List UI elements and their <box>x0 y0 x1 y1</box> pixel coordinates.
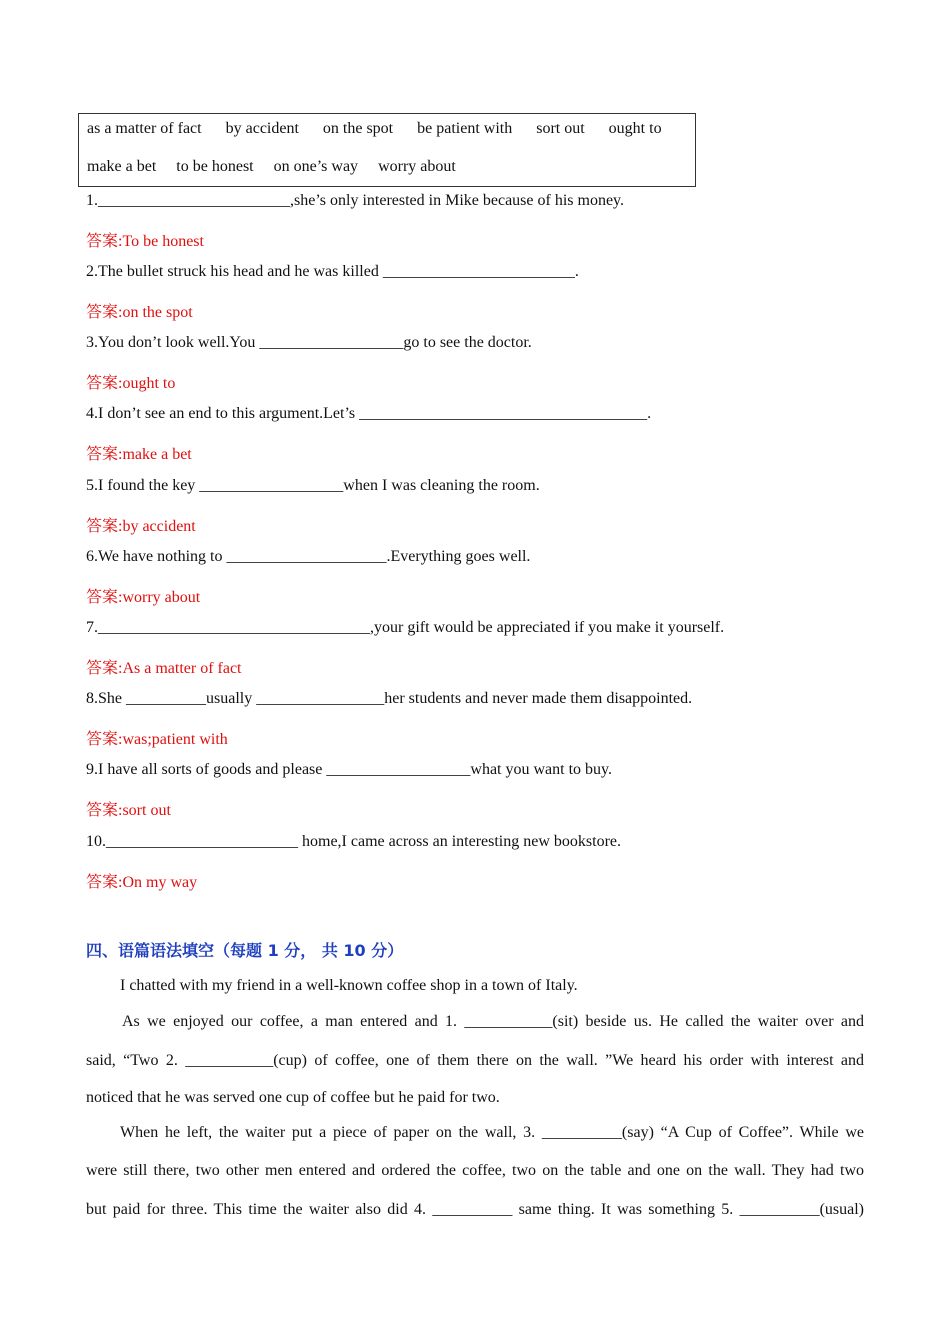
word-bank-phrase: to be honest <box>176 158 254 175</box>
passage-line-7: but paid for three. This time the waiter also did 4. __________ same thing. It was something 5. __________(usual) <box>86 1201 864 1218</box>
word-bank-box <box>78 113 696 187</box>
passage-line-1: I chatted with my friend in a well-known coffee shop in a town of Italy. <box>120 977 578 994</box>
answer-1: 答案:To be honest <box>86 233 204 250</box>
word-bank-phrase: as a matter of fact <box>87 120 202 137</box>
passage-line-5: When he left, the waiter put a piece of paper on the wall, 3. __________(say) “A Cup of Coffee”. While we <box>120 1124 864 1141</box>
word-bank-phrase: sort out <box>536 120 585 137</box>
answer-7: 答案:As a matter of fact <box>86 660 242 677</box>
answer-10: 答案:On my way <box>86 874 198 891</box>
word-bank-row-2 <box>87 158 476 176</box>
question-5: 5.I found the key __________________when I was cleaning the room. <box>86 477 540 494</box>
word-bank-phrase: on one’s way <box>273 158 359 175</box>
question-3: 3.You don’t look well.You __________________go to see the doctor. <box>86 334 532 351</box>
word-bank-phrase: on the spot <box>322 120 394 137</box>
answer-6: 答案:worry about <box>86 589 201 606</box>
answer-2: 答案:on the spot <box>86 304 193 321</box>
answer-3: 答案:ought to <box>86 375 176 392</box>
question-7: 7.__________________________________,your gift would be appreciated if you make it yourself. <box>86 619 725 636</box>
word-bank-phrase: be patient with <box>417 120 513 137</box>
word-bank-phrase: worry about <box>378 158 456 175</box>
word-bank-row-1 <box>87 120 662 138</box>
question-1: 1.________________________,she’s only interested in Mike because of his money. <box>86 192 624 209</box>
answer-9: 答案:sort out <box>86 802 171 819</box>
section-4-heading: 四、语篇语法填空（每题 1 分， 共 10 分） <box>86 941 404 960</box>
word-bank-phrase: by accident <box>225 120 299 137</box>
word-bank-phrase: make a bet <box>87 158 157 175</box>
question-4: 4.I don’t see an end to this argument.Let’s ____________________________________. <box>86 405 652 422</box>
word-bank-phrase: ought to <box>608 120 662 137</box>
passage-line-3: said, “Two 2. ___________(cup) of coffee, one of them there on the wall. ”We heard his order with interest and <box>86 1052 864 1069</box>
question-8: 8.She __________usually ________________her students and never made them disappointed. <box>86 690 693 707</box>
answer-4: 答案:make a bet <box>86 446 192 463</box>
question-2: 2.The bullet struck his head and he was killed ________________________. <box>86 263 579 280</box>
passage-line-6: were still there, two other men entered and ordered the coffee, two on the table and one on the wall. They had two <box>86 1162 864 1179</box>
passage-line-4: noticed that he was served one cup of coffee but he paid for two. <box>86 1089 500 1106</box>
question-6: 6.We have nothing to ____________________.Everything goes well. <box>86 548 531 565</box>
answer-8: 答案:was;patient with <box>86 731 228 748</box>
passage-line-2: As we enjoyed our coffee, a man entered and 1. ___________(sit) beside us. He called the waiter over and <box>122 1013 864 1030</box>
question-9: 9.I have all sorts of goods and please __________________what you want to buy. <box>86 761 612 778</box>
question-10: 10.________________________ home,I came across an interesting new bookstore. <box>86 833 622 850</box>
answer-5: 答案:by accident <box>86 518 196 535</box>
